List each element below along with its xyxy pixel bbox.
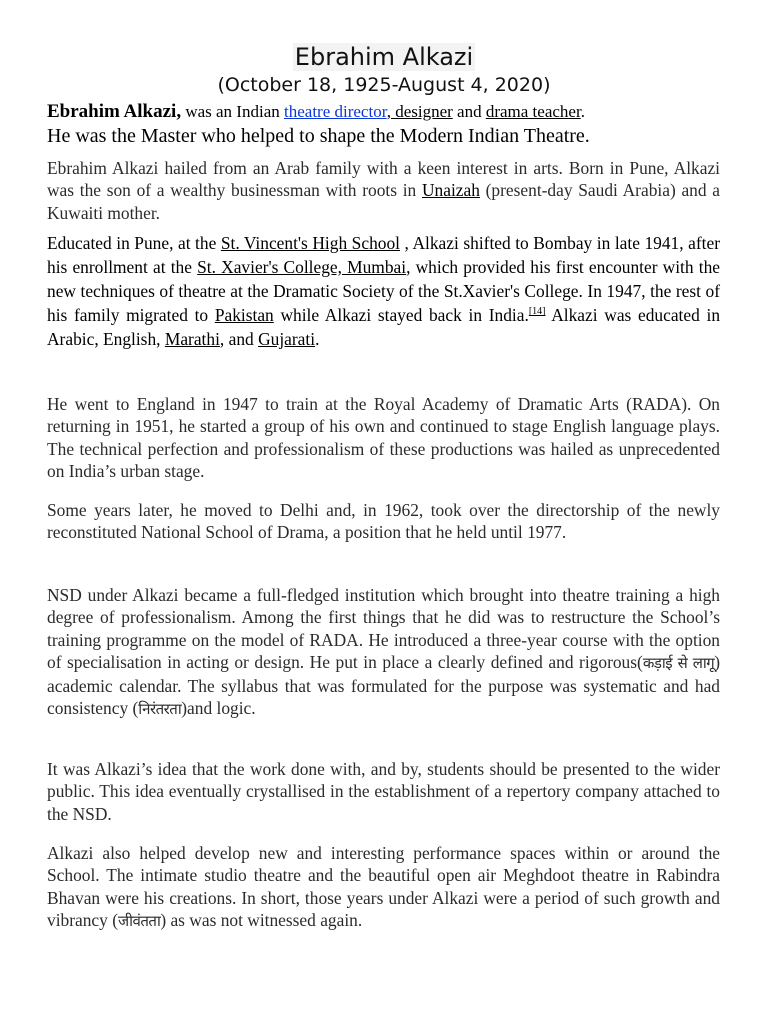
paragraph-repertory: It was Alkazi’s idea that the work done with, and by, students should be presented to the wider public. This idea eventually crystallised in the establishment of a repertory company attached to the NSD. [47,759,720,824]
hindi-term: जीवंतता [117,912,161,931]
master-statement: He was the Master who helped to shape the Modern Indian Theatre. [47,125,590,147]
theatre-director-link[interactable]: theatre director [284,102,387,121]
intro-text: was an Indian [181,102,284,121]
drama-teacher-link[interactable]: drama teacher [485,102,581,121]
intro-text: and [452,102,486,121]
marathi-link[interactable]: Marathi [164,329,220,349]
designer-link[interactable]: , designer [386,102,453,121]
hindi-term: निरंतरता [138,700,182,719]
paragraph-spaces: Alkazi also helped develop new and interesting performance spaces within or around the School. The intimate studio theatre and the beautiful open air Meghdoot theatre in Rabindra Bhavan were his creations. In short, those years under Alkazi were a period of such growth and vibrancy (जीवंतता) as was not witnessed again. [47,843,720,931]
unaizah-link[interactable]: Unaizah [421,180,480,201]
pakistan-link[interactable]: Pakistan [214,305,274,325]
st-xaviers-link[interactable]: St. Xavier's College, Mumbai [197,257,407,277]
life-dates: (October 18, 1925-August 4, 2020) [217,74,551,96]
paragraph-nsd: NSD under Alkazi became a full-fledged institution which brought into theatre training a high degree of professionalism. Among the first things that he did was to restructure the School’s training programme on the model of RADA. He introduced a three-year course with the option of specialisation in acting or design. He put in place a clearly defined and rigorous(कड़ाई से लागू) academic calendar. The syllabus that was formulated for the purpose was systematic and had consistency (निरंतरता)and logic. [47,585,720,719]
st-vincents-link[interactable]: St. Vincent's High School [220,233,400,253]
paragraph-delhi: Some years later, he moved to Delhi and, in 1962, took over the directorship of the newly reconstituted National School of Drama, a position that he held until 1977. [47,500,720,543]
intro-block [47,99,727,148]
intro-text: . [580,102,585,121]
reference-link[interactable]: [14] [528,306,546,318]
hindi-term: कड़ाई से लागू [642,654,715,673]
gujarati-link[interactable]: Gujarati [258,329,316,349]
page-title: Ebrahim Alkazi [294,43,474,71]
paragraph-england: He went to England in 1947 to train at the Royal Academy of Dramatic Arts (RADA). On returning in 1951, he started a group of his own and continued to stage English language plays. The technical perfection and professionalism of these productions was hailed as unprecedented on India’s urban stage. [47,394,720,482]
paragraph-family: Ebrahim Alkazi hailed from an Arab family with a keen interest in arts. Born in Pune, Alkazi was the son of a wealthy businessman with roots in Unaizah (present-day Saudi Arabia) and a Kuwaiti mother. [47,158,720,223]
person-name: Ebrahim Alkazi, [47,101,182,122]
paragraph-education: Educated in Pune, at the St. Vincent's High School , Alkazi shifted to Bombay in late 1941, after his enrollment at the St. Xavier's College, Mumbai, which provided his first encounter with the new techniques of theatre at the Dramatic Society of the St.Xavier's College. In 1947, the rest of his family migrated to Pakistan while Alkazi stayed back in India.[14] Alkazi was educated in Arabic, English, Marathi, and Gujarati. [47,233,721,349]
